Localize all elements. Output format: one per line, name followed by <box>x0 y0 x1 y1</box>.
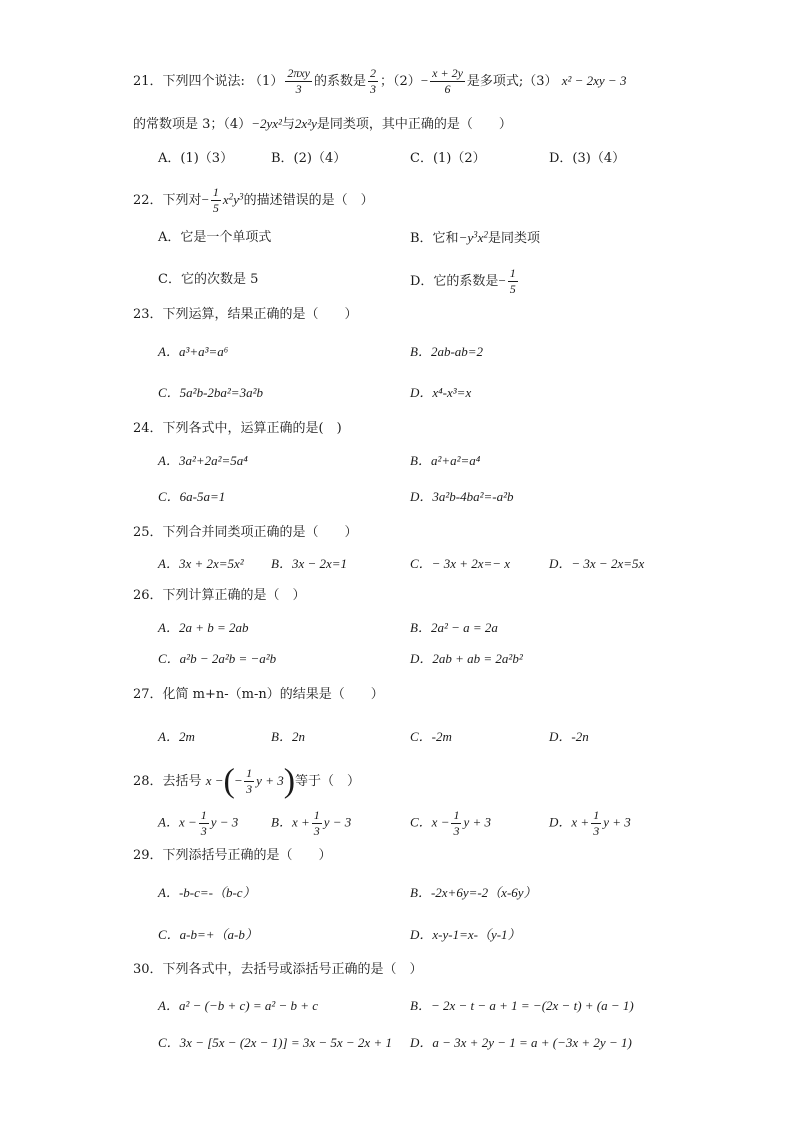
q22-option-b[interactable]: B．它和$-y^3x^2$是同类项 <box>410 229 540 246</box>
fraction-x2y-6: $\frac{x + 2y}{6}$ <box>432 66 463 96</box>
q25-option-c[interactable]: C．− 3x + 2x=− x <box>410 556 511 571</box>
q23-option-a[interactable]: A．a³+a³=a⁶ <box>158 344 229 359</box>
question-29-stem: 29．下列添括号正确的是（ ） <box>133 848 332 863</box>
q28-option-a[interactable]: A．x − $\frac{1}{3}$ y − 3 <box>158 808 239 838</box>
q30-option-b[interactable]: B．− 2x − t − a + 1 = −(2x − t) + (a − 1) <box>410 998 634 1013</box>
q29-option-d[interactable]: D．x-y-1=x-（y-1） <box>410 927 521 942</box>
q23-option-c[interactable]: C．5a²b-2ba²=3a²b <box>158 385 263 400</box>
q30-option-c[interactable]: C．3x − [5x − (2x − 1)] = 3x − 5x − 2x + 1 <box>158 1035 392 1050</box>
q21-option-d[interactable]: D．(3)（4） <box>549 151 626 166</box>
q29-option-a[interactable]: A．-b-c=-（b-c） <box>158 885 256 900</box>
q22-option-c[interactable]: C．它的次数是 5 <box>158 272 259 287</box>
q27-option-d[interactable]: D．-2n <box>549 729 589 744</box>
question-30-stem: 30．下列各式中，去括号或添括号正确的是（ ） <box>133 962 423 977</box>
question-28-stem: 28．去括号 x −(− $\frac{1}{3}$ y + 3)等于（ ） <box>133 762 361 800</box>
q21-option-b[interactable]: B．(2)（4） <box>271 151 347 166</box>
q26-option-c[interactable]: C．a²b − 2a²b = −a²b <box>158 651 277 666</box>
question-25-stem: 25．下列合并同类项正确的是（ ） <box>133 525 358 540</box>
q27-option-c[interactable]: C．-2m <box>410 729 452 744</box>
q21-option-c[interactable]: C．(1)（2） <box>410 151 486 166</box>
question-27-stem: 27．化简 m+n-（m-n）的结果是（ ） <box>133 687 384 702</box>
q26-option-b[interactable]: B．2a² − a = 2a <box>410 620 498 635</box>
q22-option-a[interactable]: A．它是一个单项式 <box>158 230 272 245</box>
q23-option-d[interactable]: D．x⁴-x³=x <box>410 385 472 400</box>
q24-option-b[interactable]: B．a²+a²=a⁴ <box>410 453 481 468</box>
q26-option-d[interactable]: D．2ab + ab = 2a²b² <box>410 651 523 666</box>
q23-option-b[interactable]: B．2ab-ab=2 <box>410 344 484 359</box>
fraction-1-3: $\frac{1}{3}$ <box>246 766 253 796</box>
question-23-stem: 23．下列运算，结果正确的是（ ） <box>133 307 358 322</box>
q27-option-b[interactable]: B．2n <box>271 729 305 744</box>
q29-option-c[interactable]: C．a-b=+（a-b） <box>158 927 258 942</box>
q24-option-a[interactable]: A．3a²+2a²=5a⁴ <box>158 453 248 468</box>
q27-option-a[interactable]: A．2m <box>158 729 195 744</box>
q25-option-b[interactable]: B．3x − 2x=1 <box>271 556 348 571</box>
question-21-stem: 21．下列四个说法: （1） $\frac{\text{2πxy}}{3}$ 的系数是 $\frac{2}{3}$ ；（2）− $\frac{x + 2y}{6}$ 是多项式;（3） x² − 2xy − 3 <box>133 66 627 96</box>
q21-option-a[interactable]: A．(1)（3） <box>158 151 234 166</box>
q25-option-a[interactable]: A．3x + 2x=5x² <box>158 556 244 571</box>
q24-option-c[interactable]: C．6a-5a=1 <box>158 489 226 504</box>
q22-option-d[interactable]: D．它的系数是− $\frac{1}{5}$ <box>410 266 516 296</box>
q30-option-a[interactable]: A．a² − (−b + c) = a² − b + c <box>158 998 319 1013</box>
fraction-2pixy-3: $\frac{\text{2πxy}}{3}$ <box>287 66 311 96</box>
fraction-1-5: $\frac{1}{5}$ <box>212 185 219 215</box>
q25-option-d[interactable]: D．− 3x − 2x=5x <box>549 556 645 571</box>
q28-option-c[interactable]: C．x − $\frac{1}{3}$ y + 3 <box>410 808 492 838</box>
q30-option-d[interactable]: D．a − 3x + 2y − 1 = a + (−3x + 2y − 1) <box>410 1035 632 1050</box>
question-22-stem: 22．下列对− $\frac{1}{5}$ $x^2y^3$的描述错误的是（ ） <box>133 185 374 215</box>
q28-option-b[interactable]: B．x + $\frac{1}{3}$ y − 3 <box>271 808 352 838</box>
question-24-stem: 24．下列各式中，运算正确的是( ) <box>133 421 342 436</box>
q26-option-a[interactable]: A．2a + b = 2ab <box>158 620 249 635</box>
q28-option-d[interactable]: D．x + $\frac{1}{3}$ y + 3 <box>549 808 631 838</box>
q24-option-d[interactable]: D．3a²b-4ba²=-a²b <box>410 489 514 504</box>
question-21-stem-cont: 的常数项是 3；（4）−2yx²与2x²y是同类项，其中正确的是（ ） <box>133 116 512 132</box>
fraction-1-5-d: $\frac{1}{5}$ <box>509 266 516 296</box>
fraction-2-3: $\frac{2}{3}$ <box>370 66 377 96</box>
q29-option-b[interactable]: B．-2x+6y=-2（x-6y） <box>410 885 537 900</box>
question-26-stem: 26．下列计算正确的是（ ） <box>133 588 306 603</box>
